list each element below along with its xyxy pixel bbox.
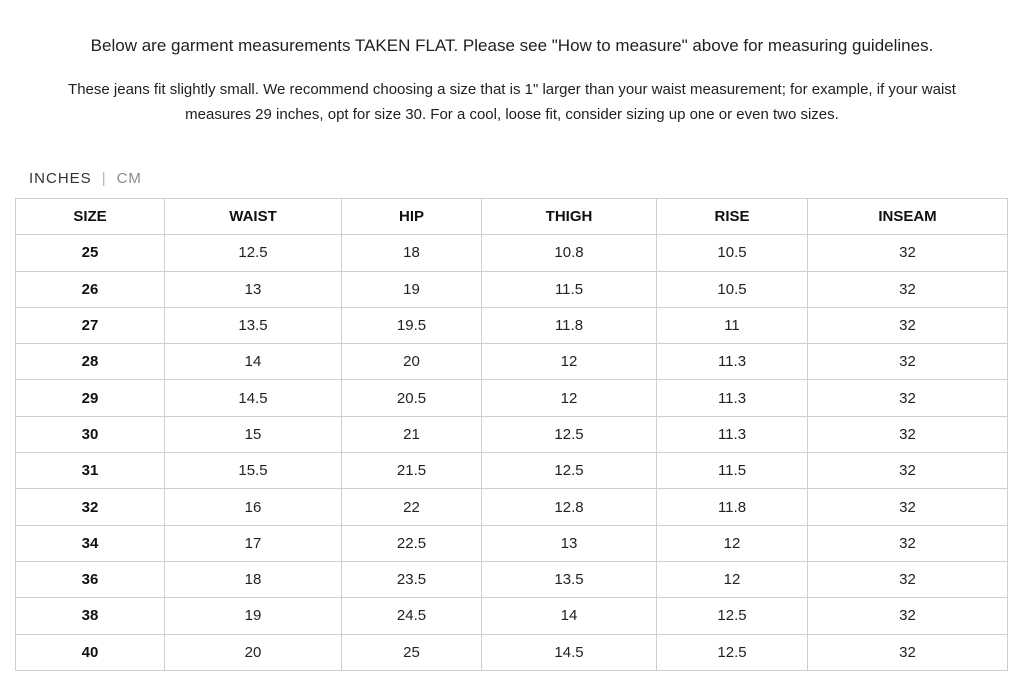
- table-row: [16, 598, 1008, 634]
- hip-cell: 24.5: [342, 598, 482, 634]
- size-cell: 28: [16, 344, 165, 380]
- size-cell: 34: [16, 525, 165, 561]
- thigh-cell: 14: [482, 598, 657, 634]
- table-row: [16, 634, 1008, 670]
- size-cell: 40: [16, 634, 165, 670]
- column-header-rise: RISE: [657, 199, 808, 235]
- table-row: [16, 344, 1008, 380]
- rise-cell: 11.8: [657, 489, 808, 525]
- inseam-cell: 32: [808, 307, 1008, 343]
- size-cell: 25: [16, 235, 165, 271]
- inseam-cell: 32: [808, 271, 1008, 307]
- waist-cell: 18: [165, 561, 342, 597]
- rise-cell: 12: [657, 561, 808, 597]
- fit-note-text: These jeans fit slightly small. We recommend choosing a size that is 1" larger than your waist measurement; for example, if your waist measures 29 inches, opt for size 30. For a cool, loose fit, consider sizing up one or even two sizes.: [68, 81, 956, 123]
- inseam-cell: 32: [808, 634, 1008, 670]
- hip-cell: 25: [342, 634, 482, 670]
- rise-cell: 11.3: [657, 380, 808, 416]
- rise-cell: 11.3: [657, 344, 808, 380]
- table-row: [16, 416, 1008, 452]
- waist-cell: 17: [165, 525, 342, 561]
- waist-cell: 13.5: [165, 307, 342, 343]
- size-cell: 26: [16, 271, 165, 307]
- inseam-cell: 32: [808, 380, 1008, 416]
- rise-cell: 12.5: [657, 634, 808, 670]
- inseam-cell: 32: [808, 416, 1008, 452]
- inseam-cell: 32: [808, 525, 1008, 561]
- waist-cell: 14: [165, 344, 342, 380]
- table-row: [16, 307, 1008, 343]
- measurement-intro-text: Below are garment measurements TAKEN FLAT. Please see "How to measure" above for measuring guidelines.: [90, 36, 934, 55]
- rise-cell: 12: [657, 525, 808, 561]
- thigh-cell: 10.8: [482, 235, 657, 271]
- unit-toggle: [29, 167, 142, 189]
- unit-inches-option[interactable]: INCHES: [29, 169, 92, 187]
- inseam-cell: 32: [808, 453, 1008, 489]
- rise-cell: 11: [657, 307, 808, 343]
- rise-cell: 10.5: [657, 271, 808, 307]
- table-row: [16, 453, 1008, 489]
- inseam-cell: 32: [808, 598, 1008, 634]
- size-cell: 30: [16, 416, 165, 452]
- unit-cm-option[interactable]: CM: [116, 169, 142, 187]
- waist-cell: 19: [165, 598, 342, 634]
- table-header-row: [16, 199, 1008, 235]
- hip-cell: 21: [342, 416, 482, 452]
- size-cell: 36: [16, 561, 165, 597]
- hip-cell: 19: [342, 271, 482, 307]
- thigh-cell: 12.5: [482, 453, 657, 489]
- thigh-cell: 12: [482, 380, 657, 416]
- column-header-hip: HIP: [342, 199, 482, 235]
- hip-cell: 22: [342, 489, 482, 525]
- thigh-cell: 14.5: [482, 634, 657, 670]
- table-row: [16, 489, 1008, 525]
- inseam-cell: 32: [808, 561, 1008, 597]
- column-header-thigh: THIGH: [482, 199, 657, 235]
- column-header-inseam: INSEAM: [808, 199, 1008, 235]
- hip-cell: 22.5: [342, 525, 482, 561]
- waist-cell: 20: [165, 634, 342, 670]
- table-body: [16, 235, 1008, 671]
- table-row: [16, 525, 1008, 561]
- table-row: [16, 380, 1008, 416]
- unit-separator: |: [101, 169, 107, 187]
- size-cell: 32: [16, 489, 165, 525]
- column-header-size: SIZE: [16, 199, 165, 235]
- thigh-cell: 11.5: [482, 271, 657, 307]
- table-row: [16, 271, 1008, 307]
- waist-cell: 12.5: [165, 235, 342, 271]
- table-row: [16, 235, 1008, 271]
- rise-cell: 10.5: [657, 235, 808, 271]
- rise-cell: 11.3: [657, 416, 808, 452]
- size-cell: 29: [16, 380, 165, 416]
- hip-cell: 23.5: [342, 561, 482, 597]
- table-row: [16, 561, 1008, 597]
- rise-cell: 12.5: [657, 598, 808, 634]
- thigh-cell: 12.8: [482, 489, 657, 525]
- column-header-waist: WAIST: [165, 199, 342, 235]
- size-cell: 38: [16, 598, 165, 634]
- thigh-cell: 13: [482, 525, 657, 561]
- hip-cell: 20: [342, 344, 482, 380]
- waist-cell: 16: [165, 489, 342, 525]
- waist-cell: 13: [165, 271, 342, 307]
- size-cell: 27: [16, 307, 165, 343]
- thigh-cell: 12: [482, 344, 657, 380]
- inseam-cell: 32: [808, 235, 1008, 271]
- size-chart-table: [15, 198, 1008, 671]
- size-cell: 31: [16, 453, 165, 489]
- hip-cell: 19.5: [342, 307, 482, 343]
- waist-cell: 15.5: [165, 453, 342, 489]
- inseam-cell: 32: [808, 344, 1008, 380]
- inseam-cell: 32: [808, 489, 1008, 525]
- waist-cell: 15: [165, 416, 342, 452]
- waist-cell: 14.5: [165, 380, 342, 416]
- hip-cell: 18: [342, 235, 482, 271]
- hip-cell: 20.5: [342, 380, 482, 416]
- rise-cell: 11.5: [657, 453, 808, 489]
- thigh-cell: 13.5: [482, 561, 657, 597]
- thigh-cell: 12.5: [482, 416, 657, 452]
- thigh-cell: 11.8: [482, 307, 657, 343]
- hip-cell: 21.5: [342, 453, 482, 489]
